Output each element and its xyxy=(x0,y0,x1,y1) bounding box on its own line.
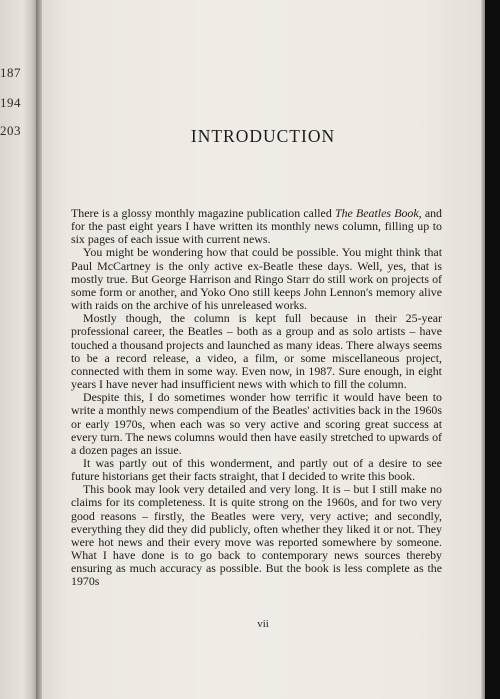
left-page-number: 194 xyxy=(0,95,21,110)
paragraph-text: There is a glossy monthly magazine publication called xyxy=(71,206,335,220)
page-number: vii xyxy=(257,618,269,630)
book-title: The Beatles Book xyxy=(334,206,419,220)
paragraph-text: , and for the past eight years I have written its monthly news column, filling up to six pages of each issue with current news. xyxy=(71,206,442,247)
paragraph: Mostly though, the column is kept full because in their 25-year professional career, the Beatles – both as a group and as solo artists – have touched a thousand projects and launched as many ideas. There always seems to be a record release, a video, a film, or some miscellaneous project, connected with them in some way. Even now, in 1987. Sure enough, in eight years I have never had insufficient news with which to fill the column. xyxy=(71,311,442,392)
paragraph: It was partly out of this wonderment, and partly out of a desire to see future historians get their facts straight, that I decided to write this book. xyxy=(71,455,442,484)
page-title: INTRODUCTION xyxy=(190,126,336,146)
page-body xyxy=(71,207,442,589)
paragraph: You might be wondering how that could be possible. You might think that Paul McCartney is the only active ex-Beatle these days. Well, yes, that is mostly true. But George Harrison and Ringo Starr do still work on projects of some form or another, and Yoko Ono still keeps John Lennon's memory alive with raids on the archive of his unreleased works. xyxy=(71,245,442,313)
left-page xyxy=(0,0,38,699)
left-page-number: 203 xyxy=(0,123,21,138)
paragraph: This book may look very detailed and very long. It is – but I still make no claims for its completeness. It is quite strong on the 1960s, and for two very good reasons – firstly, the Beatles were very, very active; and secondly, everything they did they did publicly, often whether they liked it or not. They were hot news and their every move was reported somewhere by someone. What I have done is to go back to contemporary news sources thereby ensuring as much accuracy as possible. But the book is less complete as the 1970s xyxy=(71,482,442,589)
paragraph: Despite this, I do sometimes wonder how terrific it would have been to write a monthly news compendium of the Beatles' activities back in the 1960s or early 1970s, when each was so very active and scoring great success at every turn. The news columns would then have easily stretched to upwards of a dozen pages an issue. xyxy=(71,390,442,457)
left-page-number: 187 xyxy=(0,65,21,80)
paragraph xyxy=(71,207,442,246)
page-edge xyxy=(481,0,485,699)
